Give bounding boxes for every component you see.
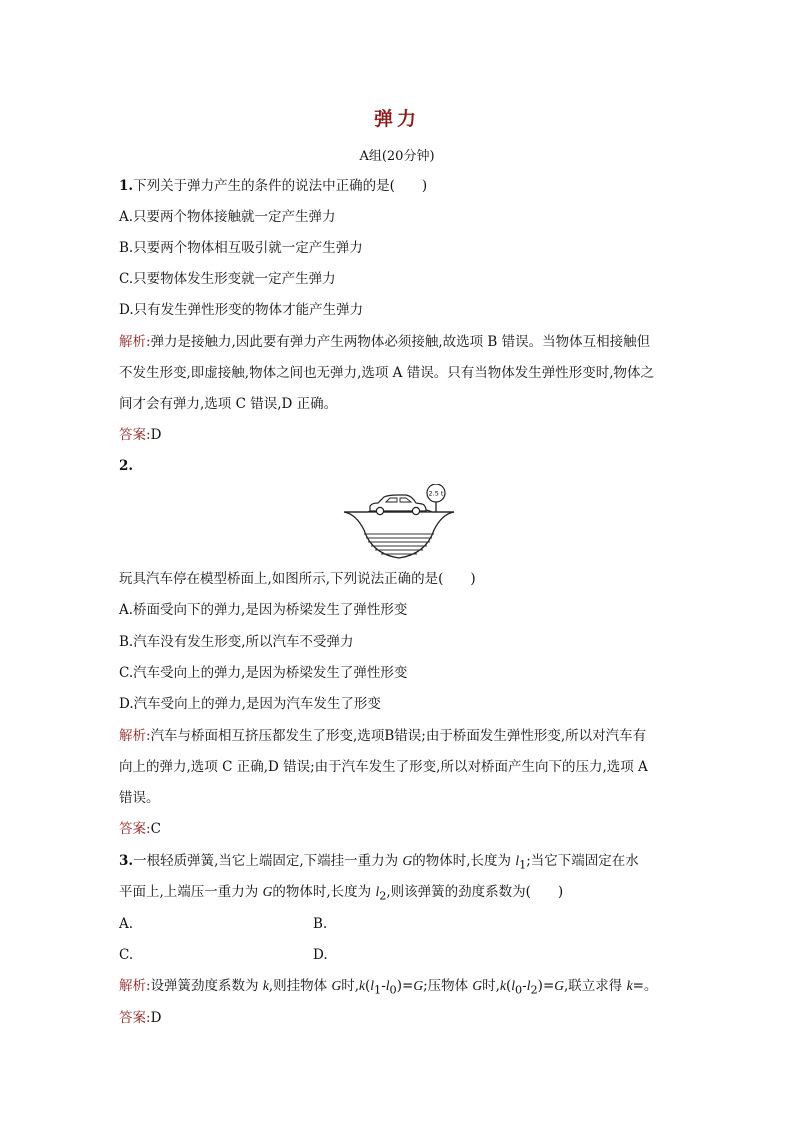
q1-answer-label: 答案: [119,427,151,443]
q3-stem-line-2: 平面上,上端压一重力为 G的物体时,长度为 $l_2$,则该弹簧的劲度系数为( ) [119,884,564,903]
q2-stem: 玩具汽车停在模型桥面上,如图所示,下列说法正确的是( ) [119,571,476,587]
q1-option-a: A.只要两个物体接触就一定产生弹力 [119,209,336,225]
bridge-car-figure [340,484,458,564]
q1-stem [119,176,679,196]
q3-option-b: B. [313,916,328,932]
q1-analysis-label: 解析: [119,334,151,350]
q2-option-b: B.汽车没有发生形变,所以汽车不受弹力 [119,634,354,650]
q3-stem-line-1: 3.一根轻质弹簧,当它上端固定,下端挂一重力为 G的物体时,长度为 $l_1$;当它下端固定在水 [119,853,639,872]
water-lines [364,534,434,554]
q2-answer: 答案:C [119,821,161,837]
q2-analysis-line-2: 向上的弹力,选项 C 正确,D 错误;由于汽车发生了形变,所以对桥面产生向下的压力,选项 A [119,759,648,775]
q2-analysis-label: 解析: [119,728,151,744]
q1-answer: 答案:D [119,427,162,443]
q3-option-a: A. [119,916,134,932]
q2-option-a: A.桥面受向下的弹力,是因为桥梁发生了弹性形变 [119,602,408,618]
q3-answer-label: 答案: [119,1010,151,1026]
q3-answer: 答案:D [119,1010,162,1026]
q3-option-d: D. [313,947,328,963]
q2-option-c: C.汽车受向上的弹力,是因为桥梁发生了弹性形变 [119,665,408,681]
section-subtitle: A组(20分钟) [359,149,435,164]
q3-option-c: C. [119,947,134,963]
weight-limit-text: 2.5 t [428,489,444,498]
q1-analysis-line-2: 不发生形变,即虚接触,物体之间也无弹力,选项 A 错误。只有当物体发生弹性形变时,物体之 [119,365,654,381]
q2-option-d: D.汽车受向上的弹力,是因为汽车发生了形变 [119,696,381,712]
q1-number: 1. [119,178,134,194]
q3-analysis: 解析:设弹簧劲度系数为 k,则挂物体 G时$,k(l_1-l_0)=G$;压物体 G时$,k(l_0-l_2)=G$,联立求得 k=。 [119,978,658,997]
q2-analysis-line-3: 错误。 [119,790,160,806]
q2-analysis-line-1: 解析:汽车与桥面相互挤压都发生了形变,选项B错误;由于桥面发生弹性形变,所以对汽车有 [119,728,647,744]
q1-option-c: C.只要物体发生形变就一定产生弹力 [119,271,336,287]
q1-stem-text: 下列关于弹力产生的条件的说法中正确的是( ) [133,178,428,194]
q3-analysis-label: 解析: [119,978,151,994]
q2-answer-label: 答案: [119,821,151,837]
q3-number: 3. [119,853,134,869]
q1-option-d: D.只有发生弹性形变的物体才能产生弹力 [119,302,364,318]
q1-analysis-line-1: 解析:弹力是接触力,因此要有弹力产生两物体必须接触,故选项 B 错误。当物体互相接触但 [119,334,651,350]
q2-number: 2. [119,458,134,474]
page-title: 弹力 [373,108,420,130]
q1-analysis-line-3: 间才会有弹力,选项 C 错误,D 正确。 [119,396,338,412]
q1-option-b: B.只要两个物体相互吸引就一定产生弹力 [119,240,363,256]
